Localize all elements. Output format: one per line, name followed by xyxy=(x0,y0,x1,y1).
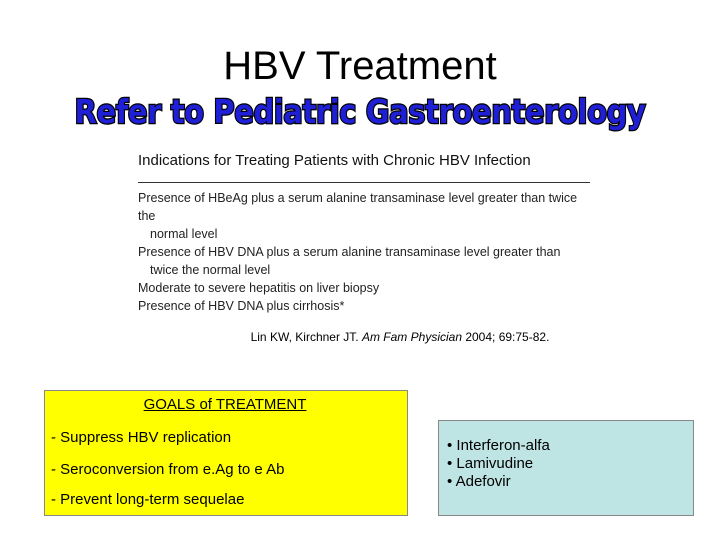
referral-banner: Refer to Pediatric Gastroenterology xyxy=(74,92,646,131)
table-item: Presence of HBV DNA plus a serum alanine transaminase level greater than xyxy=(138,245,561,259)
table-divider xyxy=(138,182,590,183)
drug-item: • Adefovir xyxy=(447,473,511,490)
drug-item: • Interferon-alfa xyxy=(447,437,550,454)
goal-item: - Seroconversion from e.Ag to e Ab xyxy=(51,461,285,478)
slide-title: HBV Treatment xyxy=(223,44,497,88)
citation xyxy=(0,330,720,344)
goal-item: - Suppress HBV replication xyxy=(51,429,232,446)
indications-table xyxy=(138,150,590,315)
table-heading: Indications for Treating Patients with Chronic HBV Infection xyxy=(138,152,531,169)
goals-box xyxy=(44,390,408,516)
citation-authors: Lin KW, Kirchner JT. xyxy=(250,330,362,344)
drugs-box xyxy=(438,420,694,516)
citation-journal: Am Fam Physician xyxy=(361,330,462,344)
goal-item: - Prevent long-term sequelae xyxy=(51,491,245,508)
drug-item: • Lamivudine xyxy=(447,455,534,472)
citation-details: 2004; 69:75-82. xyxy=(462,330,550,344)
table-item: Moderate to severe hepatitis on liver biopsy xyxy=(138,281,380,295)
table-item: normal level xyxy=(150,227,218,241)
table-item: Presence of HBV DNA plus cirrhosis* xyxy=(138,299,345,313)
table-item: Presence of HBeAg plus a serum alanine transaminase level greater than twice the xyxy=(138,191,578,223)
goals-title: GOALS of TREATMENT xyxy=(143,396,307,413)
table-item: twice the normal level xyxy=(150,263,271,277)
